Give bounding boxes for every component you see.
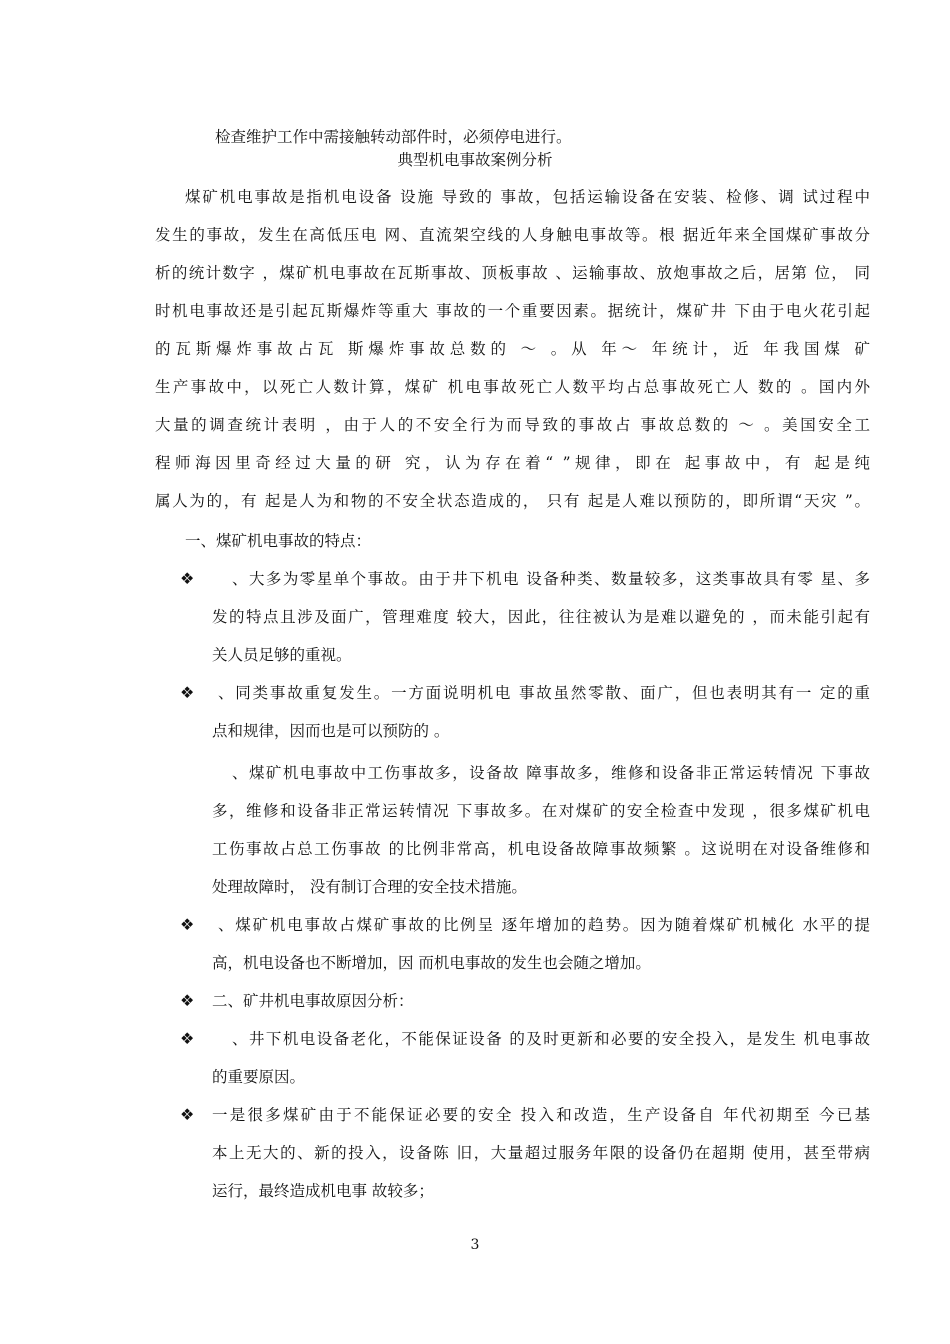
item1-line: 、大多为零星单个事故。由于井下机电 设备种类、数量较多，这类事故具有零 星、多 — [232, 570, 870, 588]
page-number: 3 — [470, 1237, 480, 1253]
item1-line: 发的特点且涉及面广，管理难度 较大，因此，往往被认为是难以避免的 ，而未能引起有 — [212, 608, 870, 626]
item6-line: 一是很多煤矿由于不能保证必要的安全 投入和改造，生产设备自 年代初期至 今已基 — [212, 1106, 870, 1124]
item4-line: 高，机电设备也不断增加，因 而机电事故的发生也会随之增加。 — [212, 954, 651, 972]
para1-line: 生产事故中，以死亡人数计算，煤矿 机电事故死亡人数平均占总事故死亡人 数的 。国内外 — [155, 378, 870, 396]
bullet-icon: ❖ — [180, 991, 195, 1010]
para1-line: 析的统计数字 ，煤矿机电事故在瓦斯事故、顶板事故 、运输事故、放炮事故之后，居第 位， 同 — [155, 264, 870, 282]
item2-line: 、同类事故重复发生。一方面说明机电 事故虽然零散、面广，但也表明其有一 定的重 — [218, 684, 870, 702]
para1-line: 煤矿机电事故是指机电设备 设施 导致的 事故，包括运输设备在安装、检修、调 试过程中 — [185, 188, 870, 206]
item1-line: 关人员足够的重视。 — [212, 646, 352, 664]
item3-line: 多，维修和设备非正常运转情况 下事故多。在对煤矿的安全检查中发现 ，很多煤矿机电 — [212, 802, 870, 820]
item2-line: 点和规律，因而也是可以预防的 。 — [212, 722, 450, 740]
item5-line: 、井下机电设备老化，不能保证设备 的及时更新和必要的安全投入，是发生 机电事故 — [232, 1030, 870, 1048]
para1-line: 属人为的，有 起是人为和物的不安全状态造成的， 只有 起是人难以预防的，即所谓“天灾 ”。 — [155, 492, 870, 510]
item4-line: 、煤矿机电事故占煤矿事故的比例呈 逐年增加的趋势。因为随着煤矿机械化 水平的提 — [218, 916, 870, 934]
para1-line: 大量的调查统计表明 ，由于人的不安全行为而导致的事故占 事故总数的 ～ 。美国安全工 — [155, 416, 870, 434]
page-title: 典型机电事故案例分析 — [397, 151, 553, 169]
bullet-icon: ❖ — [180, 683, 195, 702]
item6-line: 本上无大的、新的投入，设备陈 旧，大量超过服务年限的设备仍在超期 使用，甚至带病 — [212, 1144, 870, 1162]
section1-heading: 一、煤矿机电事故的特点： — [185, 532, 372, 550]
item6-line: 运行，最终造成机电事 故较多； — [212, 1182, 434, 1200]
item5-line: 的重要原因。 — [212, 1068, 306, 1086]
bullet-icon: ❖ — [180, 915, 195, 934]
item3-line: 工伤事故占总工伤事故 的比例非常高，机电设备故障事故频繁 。这说明在对设备维修和 — [212, 840, 870, 858]
item3-line: 、煤矿机电事故中工伤事故多，设备故 障事故多，维修和设备非正常运转情况 下事故 — [232, 764, 870, 782]
para1-line: 发生的事故，发生在高低压电 网、直流架空线的人身触电事故等。根 据近年来全国煤矿事故分 — [155, 226, 870, 244]
para1-line: 的瓦斯爆炸事故占瓦 斯爆炸事故总数的 ～ 。从 年～ 年统计，近 年我国煤 矿 — [155, 340, 870, 358]
bullet-icon: ❖ — [180, 569, 195, 588]
para1-line: 时机电事故还是引起瓦斯爆炸等重大 事故的一个重要因素。据统计，煤矿井 下由于电火花引起 — [155, 302, 870, 320]
bullet-icon: ❖ — [180, 1105, 195, 1124]
item3-line: 处理故障时， 没有制订合理的安全技术措施。 — [212, 878, 527, 896]
bullet-icon: ❖ — [180, 1029, 195, 1048]
para1-line: 程师海因里奇经过大量的研 究，认为存在着“ ”规律，即在 起事故中，有 起是纯 — [155, 454, 870, 472]
section2-heading: 二、矿井机电事故原因分析： — [212, 992, 414, 1010]
intro-line: 检查维护工作中需接触转动部件时，必须停电进行。 — [215, 128, 572, 146]
